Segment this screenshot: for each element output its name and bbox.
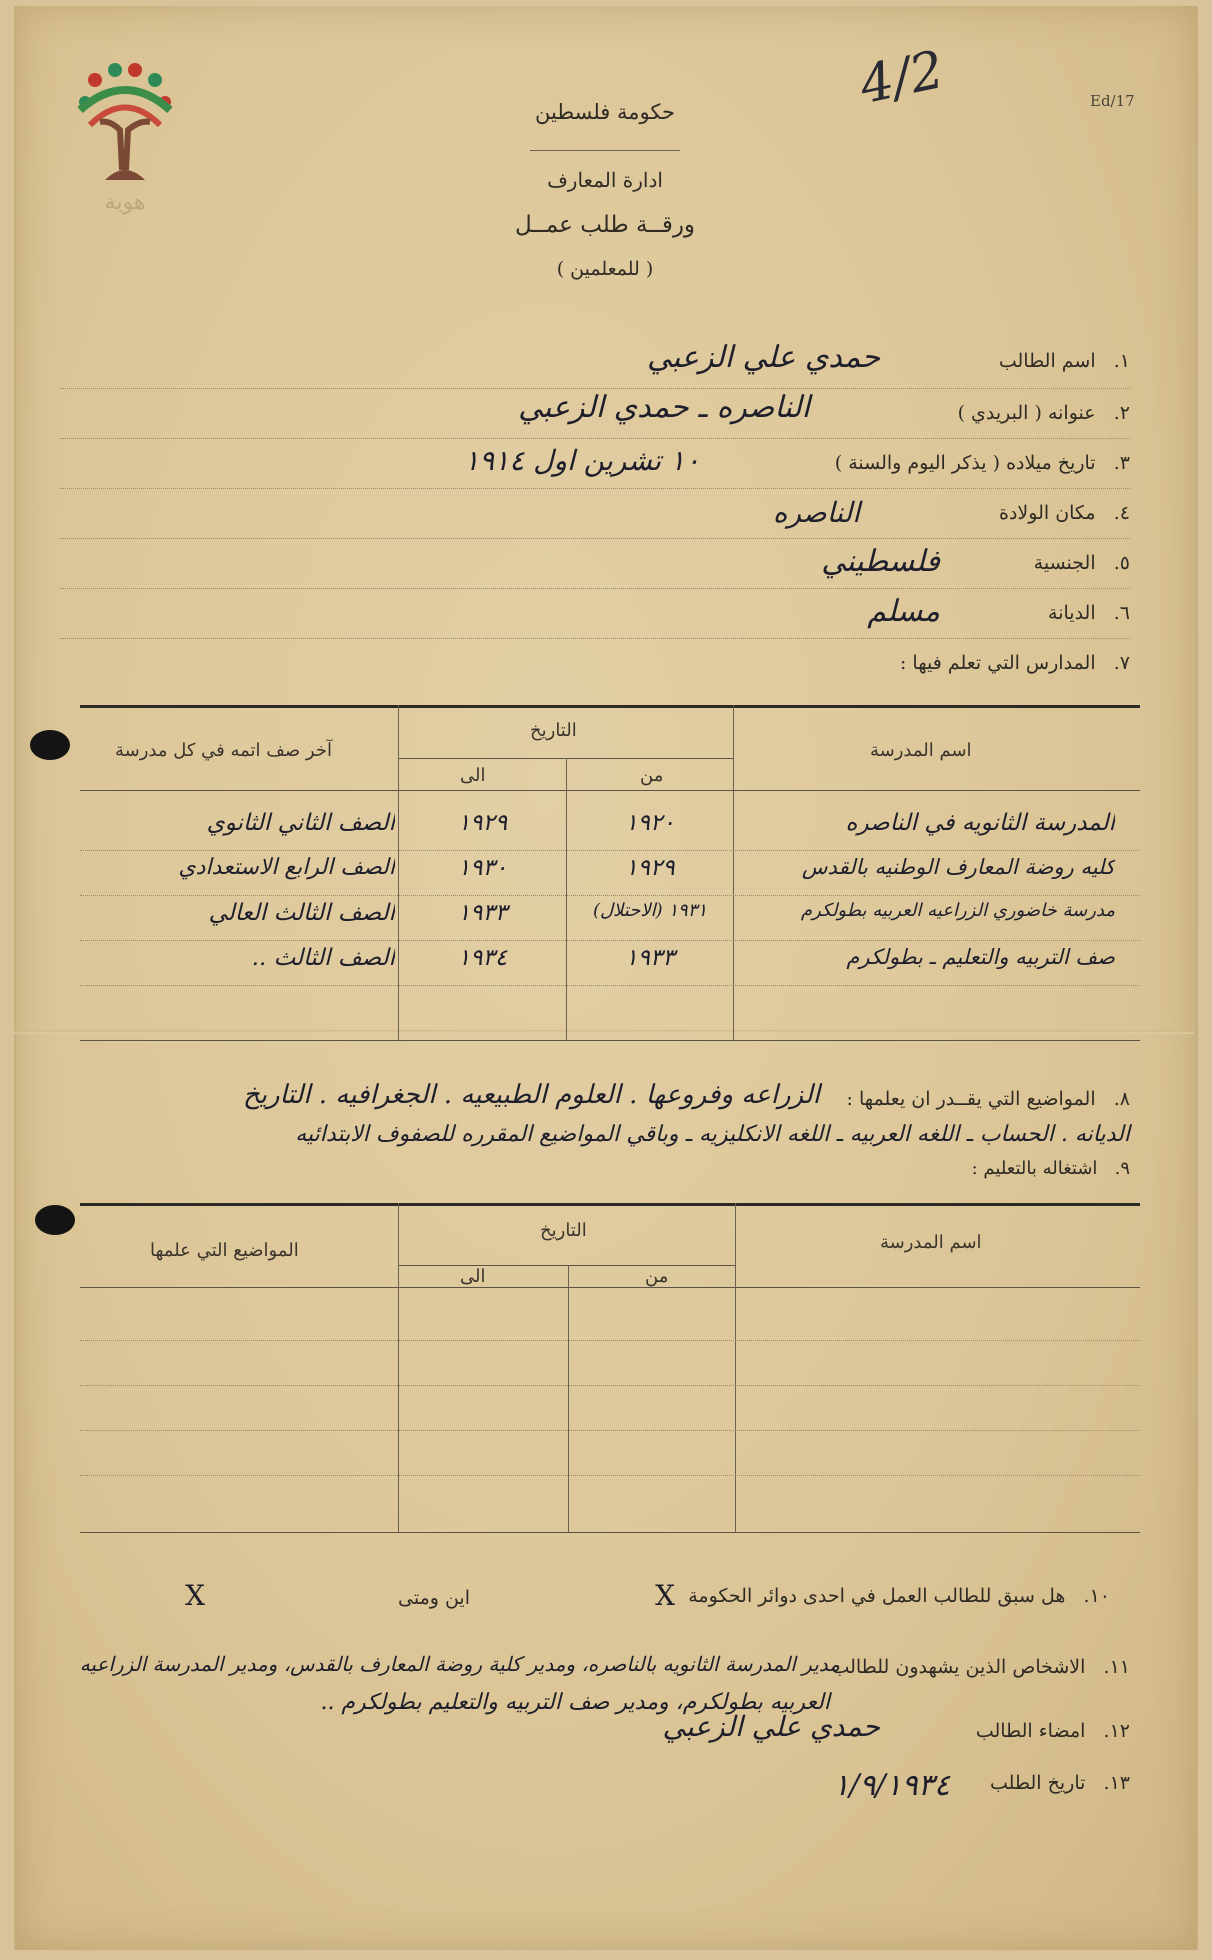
references-line2: العربيه بطولكرم، ومدير صف التربيه والتعليم بطولكرم .. [320, 1690, 830, 1715]
header-divider [530, 150, 680, 151]
school-name: كليه روضة المعارف الوطنيه بالقدس [801, 855, 1115, 879]
field-label: هل سبق للطالب العمل في احدى دوائر الحكومة [688, 1585, 1066, 1607]
field-postal-address [60, 390, 1130, 442]
field-label: الديانة [1048, 602, 1096, 624]
col-divider [735, 1203, 736, 1532]
signature-value: حمدي علي الزعبي [662, 1710, 880, 1743]
tree-logo [70, 50, 180, 215]
date-from: ١٩٣٣ [625, 945, 675, 971]
postal-address-value: الناصره ـ حمدي الزعبي [518, 390, 810, 425]
field-application-date [60, 1768, 1130, 1812]
religion-value: مسلم [867, 594, 940, 629]
field-number: ٣. [1113, 452, 1130, 474]
table-header-border [80, 1287, 1140, 1288]
application-date-value: ١/٩/١٩٣٤ [833, 1768, 950, 1803]
table-bottom-border [80, 1040, 1140, 1041]
dotted-rule [60, 588, 1130, 589]
col-header-date: التاريخ [530, 720, 577, 741]
field-number: ١. [1113, 350, 1130, 372]
nationality-value: فلسطيني [821, 544, 940, 579]
dotted-rule [60, 638, 1130, 639]
field-number: ١٠. [1083, 1585, 1110, 1607]
dotted-rule [80, 1385, 1140, 1386]
field-religion [60, 594, 1130, 642]
field-birth-place [60, 496, 1130, 542]
punch-hole [35, 1205, 75, 1235]
field-teaching-experience [60, 1158, 1130, 1188]
last-class: الصف الثاني الثانوي [206, 810, 395, 836]
date-to: ١٩٣٣ [457, 900, 508, 926]
col-divider [566, 758, 567, 1040]
field-government-work [60, 1579, 1110, 1625]
field-number: ٧. [1113, 652, 1130, 674]
field-label: المدارس التي تعلم فيها : [899, 652, 1096, 674]
col-divider [568, 1265, 569, 1532]
field-number: ٩. [1114, 1158, 1130, 1179]
col-header-from: من [645, 1266, 669, 1287]
field-nationality [60, 544, 1130, 592]
table-bottom-border [80, 1532, 1140, 1533]
table-date-divider [398, 1265, 735, 1266]
folio-number: 4/2 [854, 39, 950, 117]
field-label: اشتغاله بالتعليم : [971, 1158, 1098, 1179]
field-label: تاريخ ميلاده ( يذكر اليوم والسنة ) [834, 452, 1096, 474]
field-label: الجنسية [1033, 552, 1096, 574]
paper-fold [14, 1030, 1194, 1034]
col-header-date: التاريخ [540, 1220, 587, 1241]
last-class: الصف الثالث .. [251, 945, 395, 971]
tree-logo-icon [70, 50, 180, 210]
col-header-to: الى [460, 1266, 486, 1287]
dotted-rule [80, 1340, 1140, 1341]
field-applicant-name [60, 340, 1130, 390]
field-number: ٥. [1113, 552, 1130, 574]
school-name: المدرسة الثانويه في الناصره [845, 810, 1115, 836]
col-header-last-class: آخر صف اتمه في كل مدرسة [115, 740, 332, 761]
birth-date-value: ١٠ تشرين اول ١٩١٤ [464, 444, 700, 477]
birth-place-value: الناصره [772, 496, 860, 529]
col-header-school: اسم المدرسة [870, 740, 972, 761]
department-title: ادارة المعارف [547, 168, 663, 192]
dotted-rule [80, 985, 1140, 986]
table-top-border [80, 705, 1140, 708]
dotted-rule [80, 940, 1140, 941]
date-to: ١٩٣٤ [457, 945, 508, 971]
date-to: ١٩٢٩ [457, 810, 508, 836]
references-line1: مدير المدرسة الثانويه بالناصره، ومدير كلية روضة المعارف بالقدس، ومدير المدرسة الزراعيه [79, 1652, 840, 1676]
date-from: ١٩٢٠ [625, 810, 675, 836]
where-when-answer: X [185, 1579, 205, 1612]
date-from: ١٩٣١ (الاحتلال) [592, 900, 708, 921]
col-header-to: الى [460, 765, 486, 786]
field-label: تاريخ الطلب [989, 1772, 1086, 1794]
logo-text: هوية [104, 190, 146, 215]
field-label: اسم الطالب [998, 350, 1096, 372]
table-header-border [80, 790, 1140, 791]
col-divider [398, 705, 399, 1040]
field-number: ٤. [1113, 502, 1130, 524]
date-to: ١٩٣٠ [457, 855, 508, 881]
field-label: مكان الولادة [999, 502, 1096, 524]
dotted-rule [60, 388, 1130, 389]
field-number: ٢. [1113, 402, 1130, 424]
col-header-subjects: المواضيع التي علمها [150, 1240, 299, 1261]
applicant-name-value: حمدي علي الزعبي [646, 340, 880, 375]
field-label: الاشخاص الذين يشهدون للطالب [831, 1656, 1086, 1678]
field-label: المواضيع التي يقــدر ان يعلمها : [846, 1088, 1096, 1110]
field-birth-date [60, 444, 1130, 492]
dotted-rule [80, 1430, 1140, 1431]
punch-hole [30, 730, 70, 760]
table-top-border [80, 1203, 1140, 1206]
field-teachable-subjects [20, 1080, 1130, 1170]
teachable-subjects-line1: الزراعه وفروعها . العلوم الطبيعيه . الجغرافيه . التاريخ [242, 1080, 820, 1110]
field-number: ١١. [1103, 1656, 1130, 1678]
teachable-subjects-line2: الديانه . الحساب ـ اللغه العربيه ـ اللغه الانكليزيه ـ وباقي المواضيع المقرره للصفوف الابتدائيه [295, 1122, 1130, 1147]
last-class: الصف الثالث العالي [208, 900, 395, 926]
col-header-school: اسم المدرسة [880, 1232, 982, 1253]
field-signature [60, 1710, 1130, 1750]
dotted-rule [60, 538, 1130, 539]
dotted-rule [60, 438, 1130, 439]
dotted-rule [80, 850, 1140, 851]
form-title: ورقــة طلب عمــل [514, 212, 696, 238]
field-number: ١٣. [1103, 1772, 1130, 1794]
school-name: صف التربيه والتعليم ـ بطولكرم [846, 945, 1115, 969]
where-when-label: اين ومتى [398, 1587, 470, 1609]
dotted-rule [80, 1475, 1140, 1476]
field-schools-attended [60, 652, 1130, 692]
field-label: امضاء الطالب [975, 1720, 1086, 1742]
field-number: ٦. [1113, 602, 1130, 624]
field-number: ١٢. [1103, 1720, 1130, 1742]
field-number: ٨. [1113, 1088, 1130, 1110]
dotted-rule [60, 488, 1130, 489]
date-from: ١٩٢٩ [625, 855, 675, 881]
dotted-rule [80, 895, 1140, 896]
form-code: Ed/17 [1090, 92, 1135, 110]
field-label: عنوانه ( البريدي ) [957, 402, 1096, 424]
col-divider [733, 705, 734, 1040]
col-header-from: من [640, 765, 664, 786]
col-divider [398, 1203, 399, 1532]
government-work-answer: X [655, 1579, 675, 1612]
government-title: حكومة فلسطين [535, 100, 675, 124]
school-name: مدرسة خاضوري الزراعيه العربيه بطولكرم [800, 900, 1115, 921]
form-subtitle: ( للمعلمين ) [556, 258, 654, 280]
last-class: الصف الرابع الاستعدادي [178, 855, 395, 880]
